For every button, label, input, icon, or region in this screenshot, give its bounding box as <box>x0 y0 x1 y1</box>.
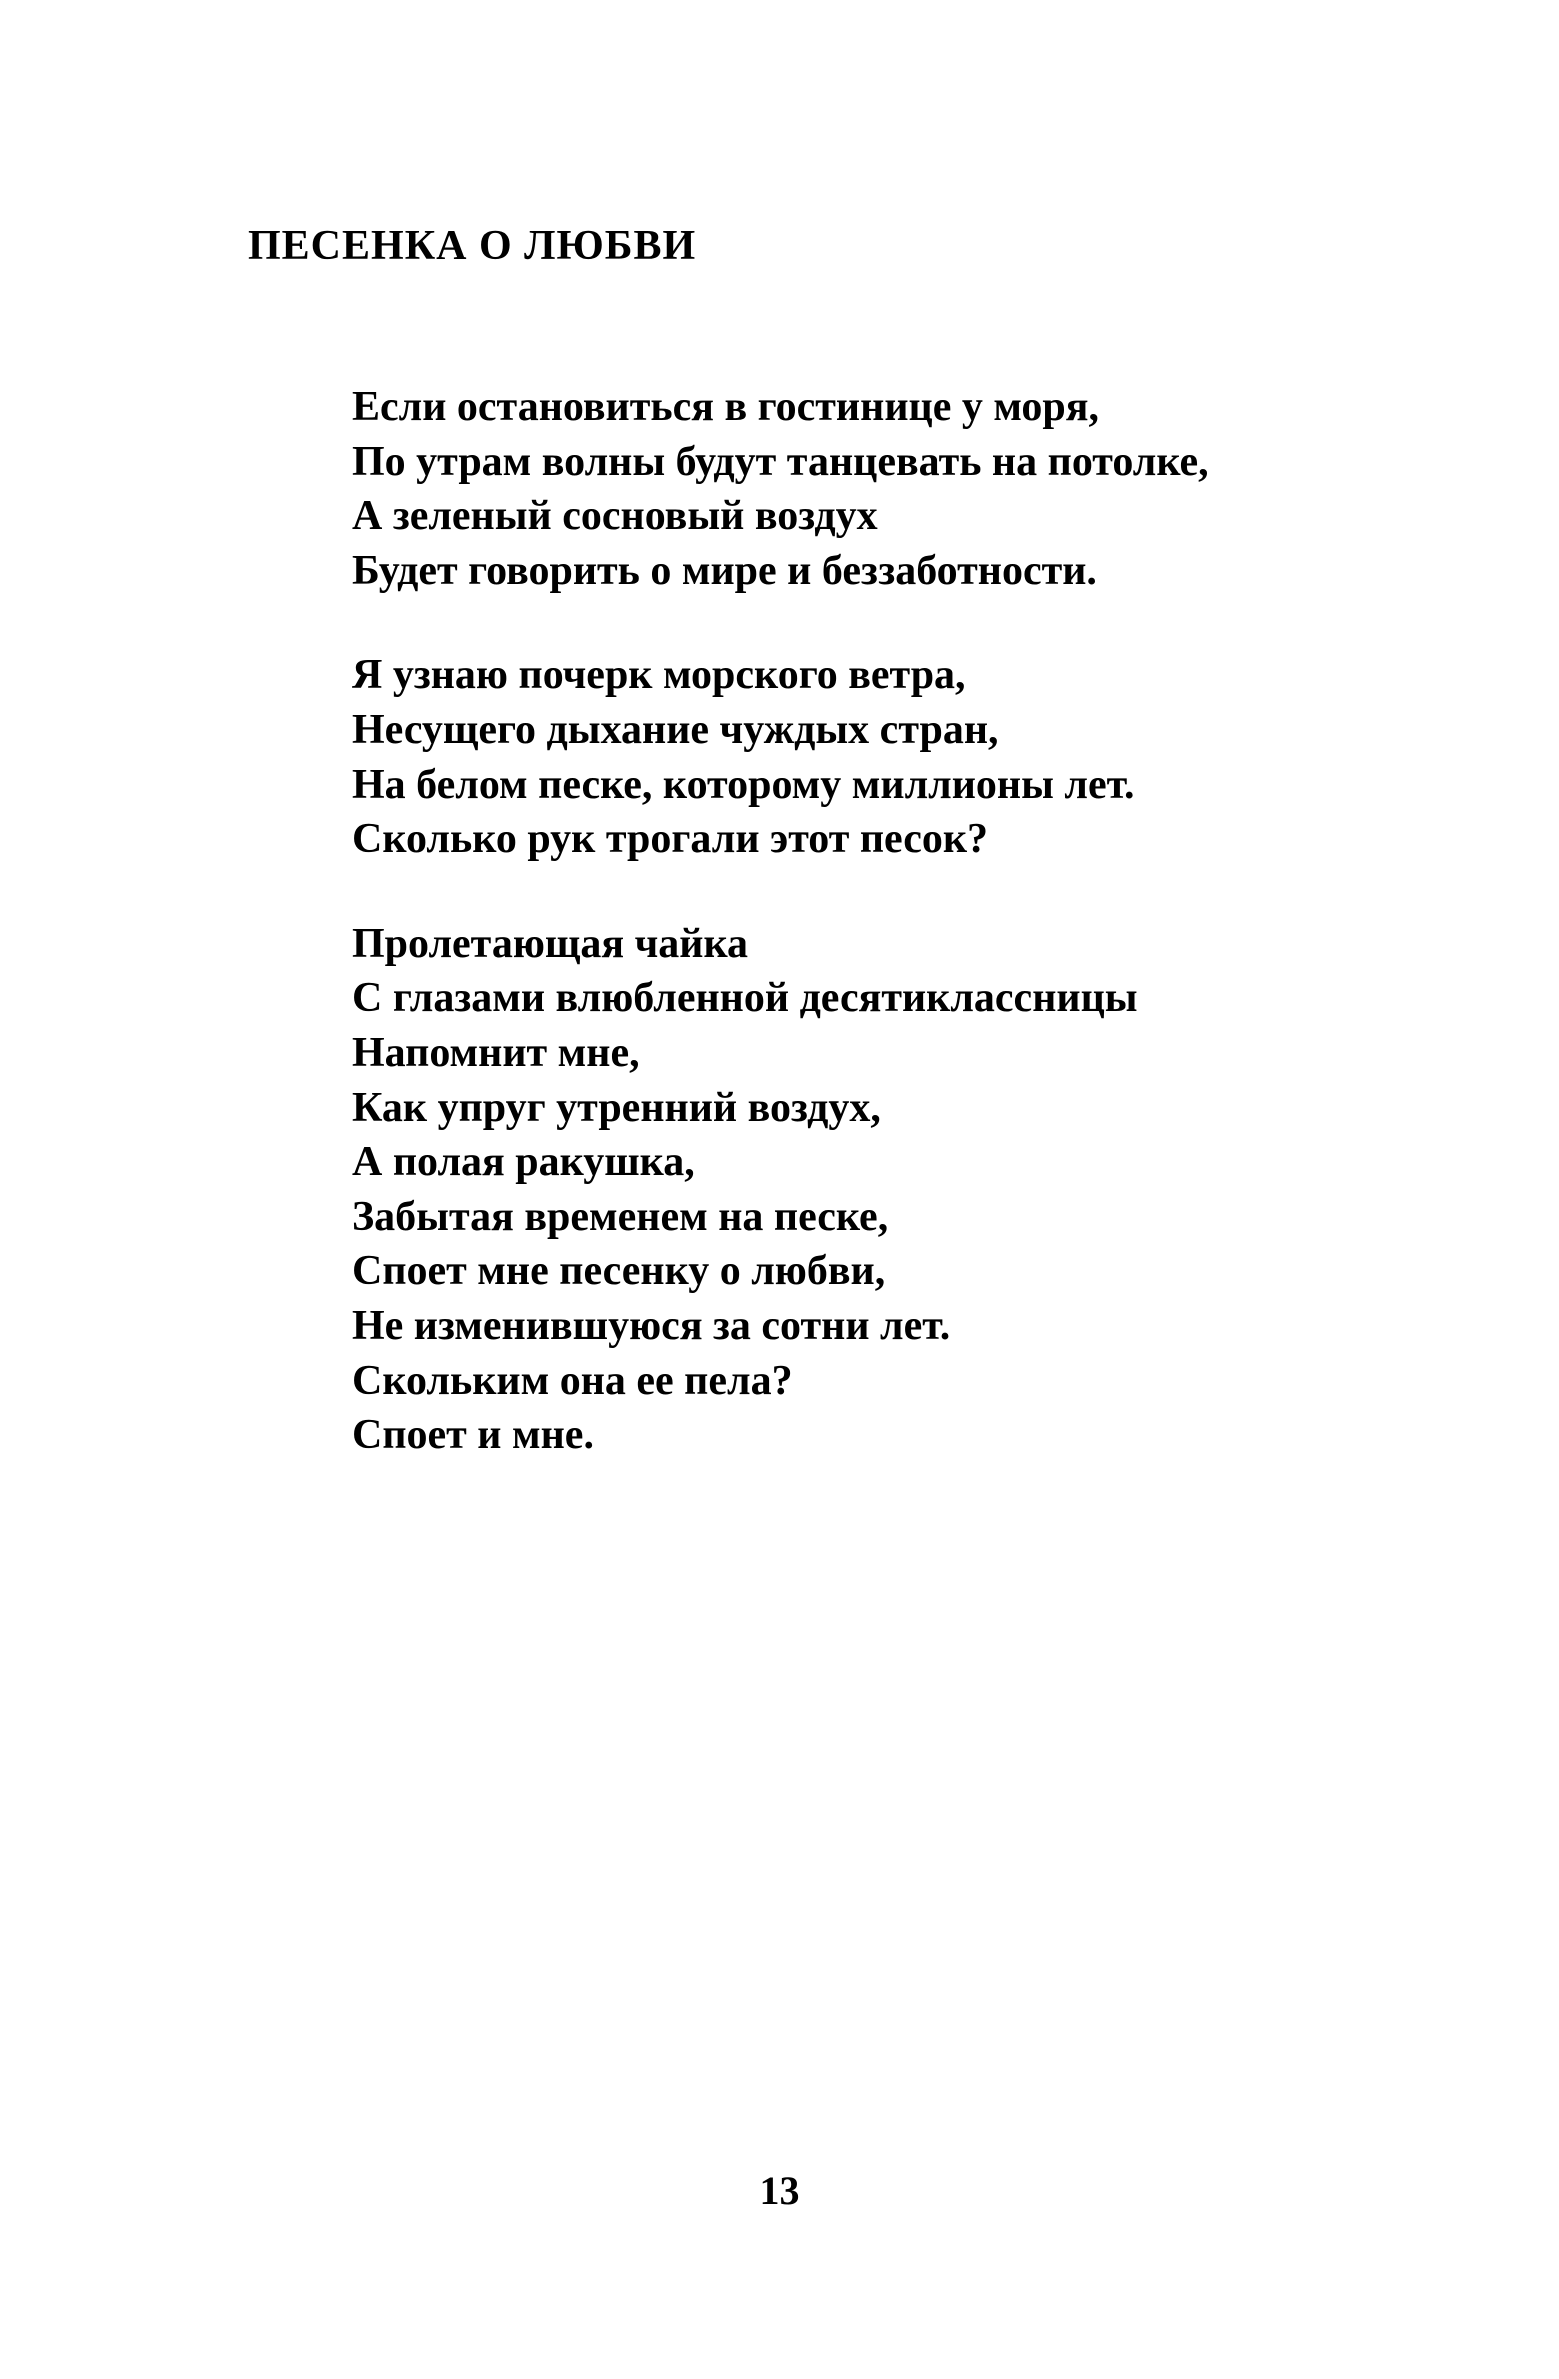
poem-line: Как упруг утренний воздух, <box>352 1084 881 1131</box>
poem-line: Скольким она ее пела? <box>352 1357 793 1404</box>
poem-line: На белом песке, которому миллионы лет. <box>352 761 1135 808</box>
page-number: 13 <box>759 2168 800 2213</box>
poem-line: Я узнаю почерк морского ветра, <box>352 652 966 699</box>
poem-line: Если остановиться в гостинице у моря, <box>352 384 1099 430</box>
poem-line: А полая ракушка, <box>352 1139 695 1186</box>
poem-line: Споет мне песенку о любви, <box>352 1248 886 1295</box>
poem-line: Несущего дыхание чуждых стран, <box>352 706 999 753</box>
poem-title: ПЕСЕНКА О ЛЮБВИ <box>248 223 697 269</box>
poem-line: А зеленый сосновый воздух <box>352 493 878 540</box>
poem-line: Забытая временем на песке, <box>352 1193 889 1240</box>
poem-line: Споет и мне. <box>352 1412 594 1459</box>
poem-line: По утрам волны будут танцевать на потолке, <box>352 438 1209 485</box>
poem-line: Не изменившуюся за сотни лет. <box>352 1302 951 1349</box>
poem-line: Напомнит мне, <box>352 1029 640 1076</box>
poem-line: Пролетающая чайка <box>352 920 749 967</box>
poem-body <box>352 380 1502 1513</box>
poem-line: Будет говорить о мире и беззаботности. <box>352 547 1097 594</box>
poem-line: С глазами влюбленной десятиклассницы <box>352 975 1138 1022</box>
stanza-3 <box>352 917 1502 1463</box>
stanza-2 <box>352 648 1502 866</box>
stanza-1 <box>352 380 1502 598</box>
poem-line: Сколько рук трогали этот песок? <box>352 816 989 863</box>
